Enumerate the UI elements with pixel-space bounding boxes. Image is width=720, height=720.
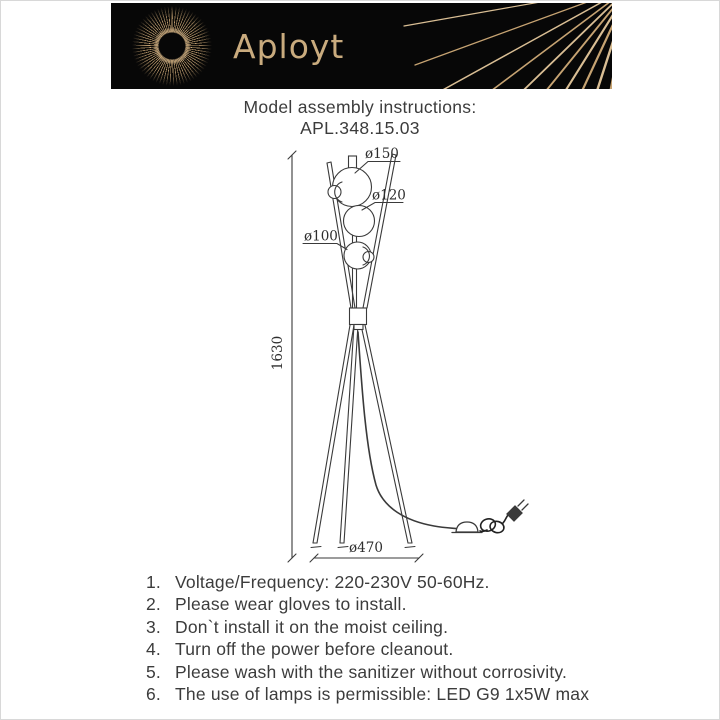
- leg-right: [361, 325, 415, 548]
- dim-label-base: ø470: [349, 540, 383, 556]
- instruction-number: 3.: [146, 616, 161, 637]
- instruction-item: [146, 683, 616, 705]
- instructions-list: [146, 571, 616, 705]
- cable-coil: [479, 513, 510, 534]
- instruction-text: Please wear gloves to install.: [175, 594, 407, 615]
- hub-block: [350, 308, 367, 325]
- brand-name: Aployt: [233, 27, 345, 66]
- leg-left: [311, 325, 354, 548]
- instruction-number: 1.: [146, 572, 161, 592]
- glass-sphere-middle: [344, 206, 375, 237]
- foot-switch: [452, 522, 482, 533]
- height-dimension-line: [288, 151, 296, 562]
- instruction-text: Please wash with the sanitizer without corrosivity.: [175, 661, 568, 682]
- instruction-number: 5.: [146, 661, 161, 682]
- dim-label-middle-sphere: ø120: [372, 187, 406, 204]
- page-title: Model assembly instructions:: [243, 97, 477, 117]
- instruction-item: [146, 571, 616, 593]
- instruction-text: Don`t install it on the moist ceiling.: [175, 616, 449, 637]
- model-number: APL.348.15.03: [300, 118, 420, 138]
- instruction-text: The use of lamps is permissible: LED G9 1x5W max: [175, 684, 590, 705]
- dim-label-top-sphere: ø150: [365, 146, 399, 162]
- stem-top-cap: [349, 156, 357, 168]
- instruction-item: [146, 661, 616, 683]
- instruction-number: 6.: [146, 684, 161, 705]
- hub-tab: [354, 325, 363, 330]
- instruction-number: 4.: [146, 639, 161, 660]
- instruction-item: [146, 638, 616, 660]
- instruction-item: [146, 616, 616, 638]
- instruction-text: Turn off the power before cleanout.: [175, 639, 454, 660]
- dim-label-bottom-sphere: ø100: [304, 228, 338, 245]
- instruction-item: [146, 593, 616, 615]
- dim-label-height: 1630: [270, 335, 286, 371]
- power-plug: [507, 500, 528, 521]
- instruction-number: 2.: [146, 594, 161, 615]
- instruction-text: Voltage/Frequency: 220-230V 50-60Hz.: [175, 572, 490, 592]
